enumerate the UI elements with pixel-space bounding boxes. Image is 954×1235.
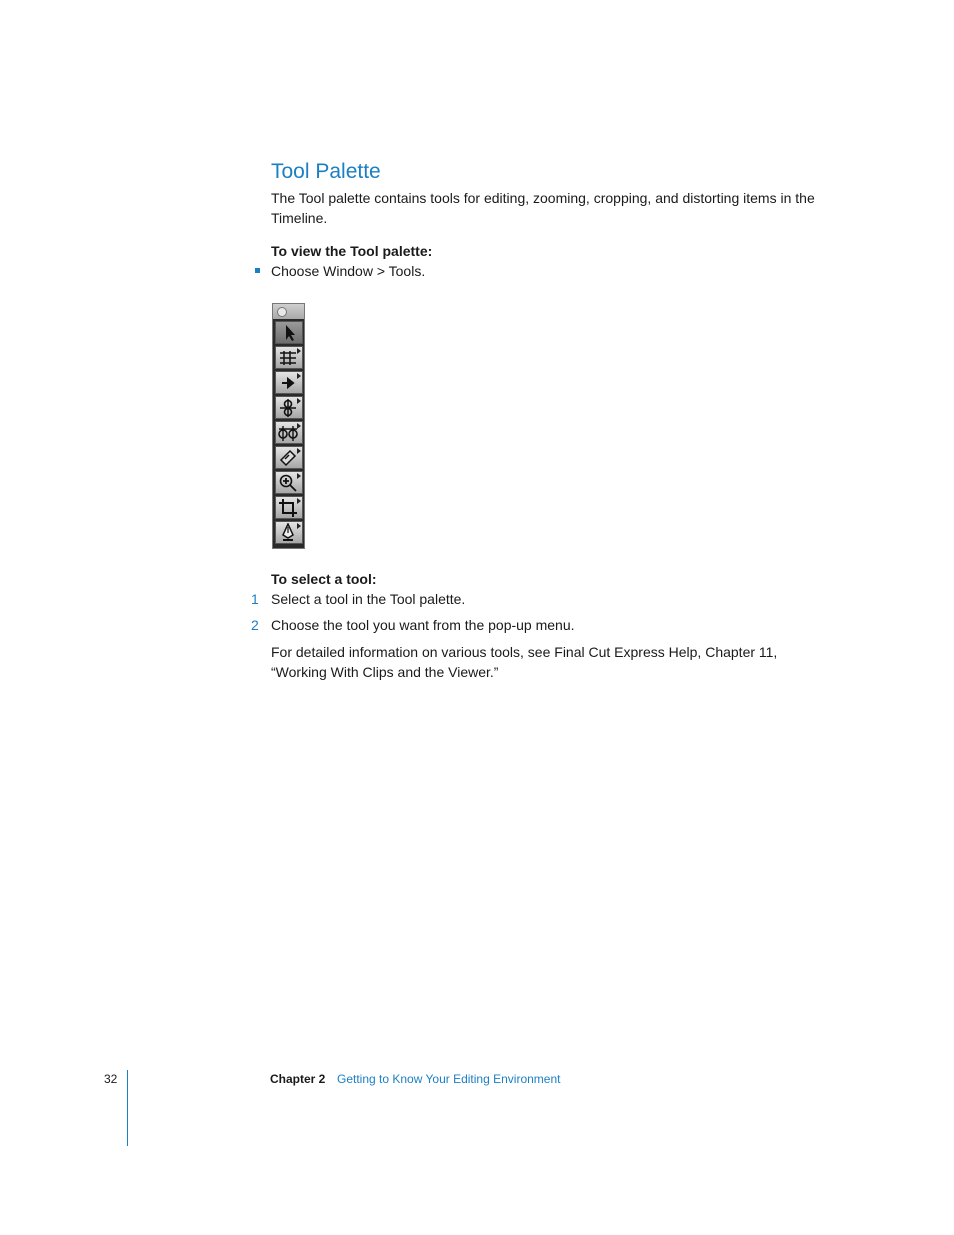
step-number: 2 xyxy=(251,617,259,633)
view-task-heading: To view the Tool palette: xyxy=(271,243,433,259)
footer-divider xyxy=(127,1070,128,1146)
note-paragraph: For detailed information on various tools, see Final Cut Express Help, Chapter 11, “Working With Clips and the Viewer.” xyxy=(271,644,778,680)
razor-tool-icon xyxy=(275,446,303,469)
intro-paragraph: The Tool palette contains tools for editing, zooming, cropping, and distorting items in the Timeline. xyxy=(271,190,815,226)
pen-tool-icon xyxy=(275,521,303,544)
edit-select-tool-icon xyxy=(275,346,303,369)
zoom-tool-icon xyxy=(275,471,303,494)
slip-tool-icon xyxy=(275,421,303,444)
view-task-bullet: Choose Window > Tools. xyxy=(271,263,426,279)
track-select-tool-icon xyxy=(275,371,303,394)
chapter-label: Chapter 2 xyxy=(270,1072,326,1086)
crop-tool-icon xyxy=(275,496,303,519)
close-icon xyxy=(277,307,287,317)
step-text: Choose the tool you want from the pop-up menu. xyxy=(271,617,575,633)
roll-tool-icon xyxy=(275,396,303,419)
bullet-icon xyxy=(255,268,260,273)
chapter-title: Getting to Know Your Editing Environment xyxy=(337,1072,561,1086)
selection-tool-icon xyxy=(275,321,303,344)
section-title: Tool Palette xyxy=(271,160,381,183)
step-number: 1 xyxy=(251,591,259,607)
palette-title-bar xyxy=(273,304,304,319)
select-task-heading: To select a tool: xyxy=(271,571,377,587)
page-number: 32 xyxy=(104,1072,118,1086)
tool-palette-image xyxy=(272,303,305,549)
step-text: Select a tool in the Tool palette. xyxy=(271,591,466,607)
